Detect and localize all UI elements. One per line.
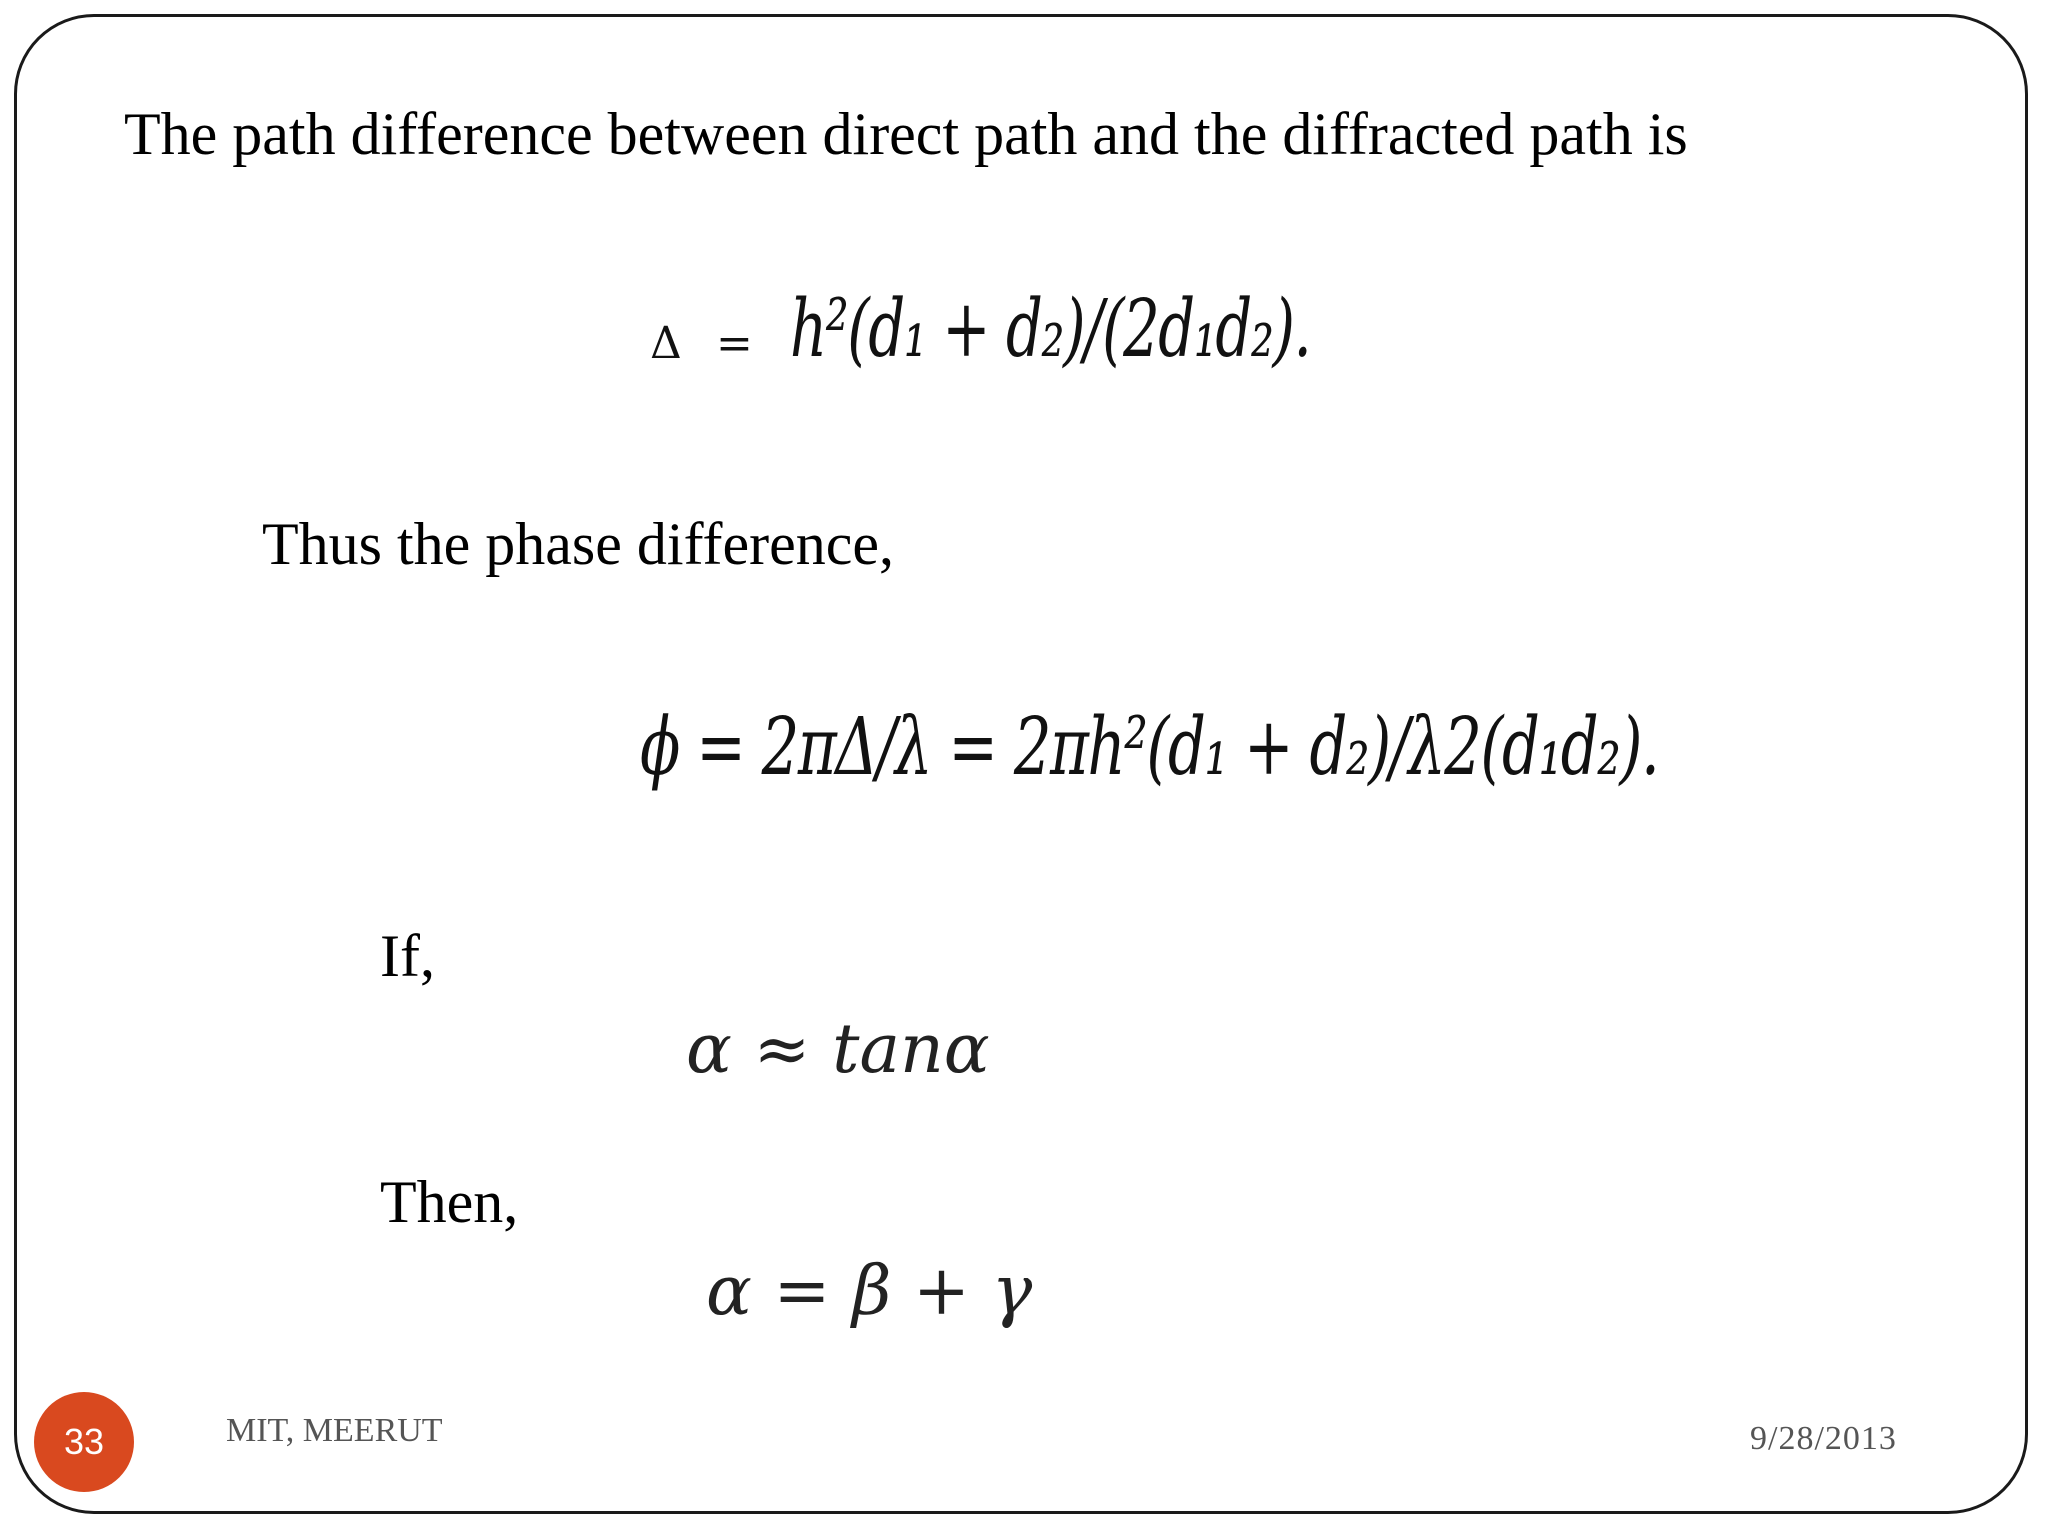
footer-date: 9/28/2013 [1750,1420,1897,1457]
phase-intro-text: Thus the phase difference, [262,511,894,577]
slide-heading: The path difference between direct path and the diffracted path is [124,101,1688,167]
equation4-angle-sum: α = β + γ [706,1252,1033,1331]
equation2-phase-difference: ϕ = 2πΔ/λ = 2πh²(d₁ + d₂)/λ2(d₁d₂). [640,700,1659,793]
if-label: If, [380,923,435,989]
equation1-rhs: h²(d₁ + d₂)/(2d₁d₂). [790,282,1311,375]
equation1-lhs: Δ [650,318,682,369]
slide-number-badge: 33 [34,1392,134,1492]
footer-institution: MIT, MEERUT [226,1412,443,1449]
then-label: Then, [380,1169,519,1235]
equation3-approximation: α ≈ tanα [686,1010,990,1089]
equation1-equals: = [716,318,753,369]
